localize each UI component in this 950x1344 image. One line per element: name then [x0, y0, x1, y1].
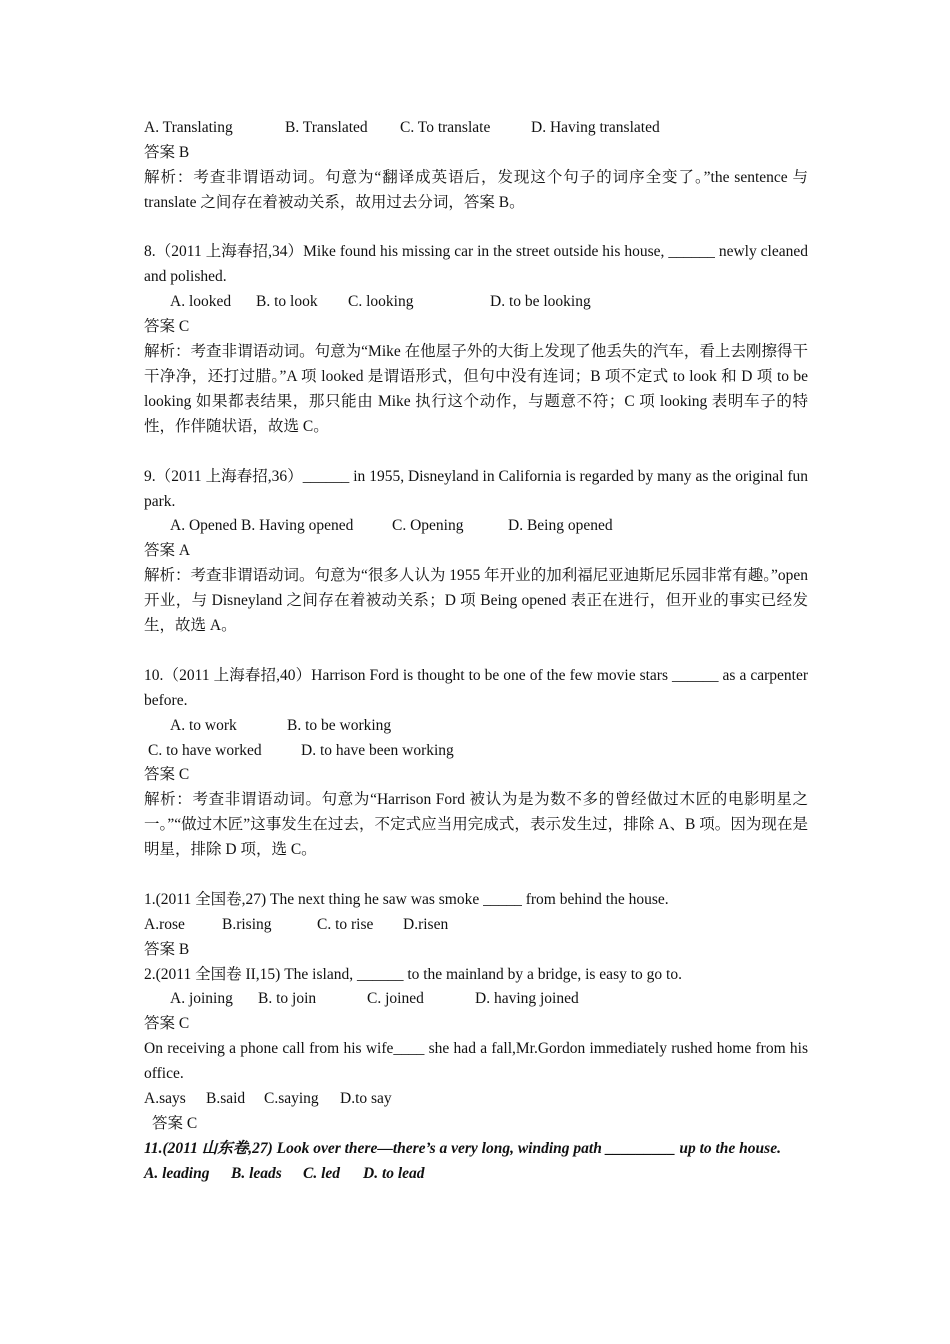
option-b: B. leads — [231, 1164, 282, 1182]
options-row — [144, 714, 808, 739]
option-d: D.risen — [403, 915, 449, 933]
question-stem: 11.(2011 山东卷,27) Look over there—there’s a very long, winding path _________ up to the house. — [144, 1139, 781, 1157]
option-c: C. Opening — [392, 517, 464, 535]
option-c: C.saying — [264, 1090, 319, 1108]
option-d: D.to say — [340, 1090, 392, 1108]
question-stem: 8.（2011 上海春招,34）Mike found his missing car in the street outside his house, ______ newly cleaned and polished. — [144, 243, 808, 286]
document-content — [144, 116, 808, 1187]
option-b: B. Translated — [285, 119, 368, 136]
options-row — [144, 116, 808, 141]
options-row — [144, 1087, 808, 1112]
answer: 答案 C — [144, 1015, 190, 1033]
question-stem: 10.（2011 上海春招,40）Harrison Ford is thought to be one of the few movie stars ______ as a carpenter before. — [144, 666, 808, 709]
option-d: D. to have been working — [301, 741, 454, 759]
option-d: D. to lead — [363, 1164, 425, 1182]
option-b: B. to join — [258, 990, 317, 1008]
analysis: 解析：考查非谓语动词。句意为“翻译成英语后，发现这个句子的词序全变了。”the sentence 与 translate 之间存在着被动关系，故用过去分词，答案 B。 — [144, 168, 808, 211]
option-c: C. led — [303, 1164, 341, 1182]
answer: 答案 C — [144, 318, 190, 336]
options-row — [144, 514, 808, 539]
answer: 答案 B — [144, 940, 190, 958]
option-d: D. having joined — [475, 990, 579, 1008]
option-a: A. leading — [144, 1164, 210, 1182]
option-b: B.said — [206, 1090, 246, 1108]
option-a: A. to work — [170, 716, 237, 734]
option-c: C. To translate — [400, 119, 491, 136]
option-a: A.rose — [144, 915, 185, 933]
option-c: C. looking — [348, 293, 414, 311]
options-row — [144, 739, 808, 764]
option-a: A.says — [144, 1090, 186, 1108]
question-stem: 2.(2011 全国卷 II,15) The island, ______ to the mainland by a bridge, is easy to go to. — [144, 965, 682, 983]
option-b: B. to be working — [287, 716, 392, 734]
option-d: D. to be looking — [490, 293, 591, 311]
option-b: B.rising — [222, 915, 272, 933]
options-row — [144, 913, 808, 938]
option-c: C. joined — [367, 990, 424, 1008]
option-d: D. Being opened — [508, 517, 613, 535]
option-b: B. to look — [256, 293, 318, 311]
question-stem: 1.(2011 全国卷,27) The next thing he saw was smoke _____ from behind the house. — [144, 890, 669, 908]
option-c: C. to have worked — [148, 741, 262, 759]
options-row — [144, 1162, 808, 1187]
answer: 答案 A — [144, 542, 191, 560]
options-row — [144, 290, 808, 315]
question-stem: 9.（2011 上海春招,36）______ in 1955, Disneyland in California is regarded by many as the original fun park. — [144, 467, 808, 510]
analysis: 解析：考查非谓语动词。句意为“很多人认为 1955 年开业的加利福尼亚迪斯尼乐园非常有趣。”open 开业，与 Disneyland 之间存在着被动关系；D 项 Being opened 表正在进行，但开业的事实已经发生，故选 A。 — [144, 567, 808, 634]
answer: 答案 B — [144, 143, 190, 161]
options-row — [144, 987, 808, 1012]
option-a: A. looked — [170, 293, 232, 311]
option-c: C. to rise — [317, 915, 374, 933]
answer: 答案 C — [152, 1114, 198, 1132]
option-a: A. Translating — [144, 119, 233, 136]
question-stem: On receiving a phone call from his wife____ she had a fall,Mr.Gordon immediately rushed home from his office. — [144, 1040, 808, 1083]
analysis: 解析：考查非谓语动词。句意为“Mike 在他屋子外的大街上发现了他丢失的汽车，看上去刚擦得干干净净，还打过腊。”A 项 looked 是谓语形式，但句中没有连词；B 项不定式 to look 和 D 项 to be looking 如果都表结果，那只能由 Mike 执行这个动作，与题意不符；C 项 looking 表明车子的特性，作伴随状语，故选 C。 — [144, 343, 808, 435]
answer: 答案 C — [144, 766, 190, 784]
analysis: 解析：考查非谓语动词。句意为“Harrison Ford 被认为是为数不多的曾经做过木匠的电影明星之一。”“做过木匠”这事发生在过去，不定式应当用完成式，表示发生过，排除 A、B 项。因为现在是明星，排除 D 项，选 C。 — [144, 791, 808, 859]
option-d: D. Having translated — [531, 119, 660, 136]
option-ab: A. Opened B. Having opened — [170, 517, 354, 535]
option-a: A. joining — [170, 990, 233, 1008]
